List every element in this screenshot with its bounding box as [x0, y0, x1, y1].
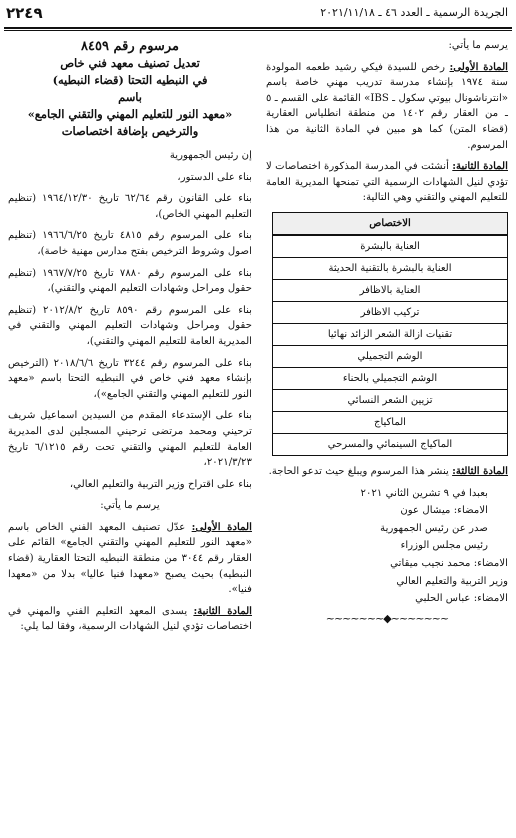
signature-minister-title: وزير التربية والتعليم العالي — [396, 575, 508, 587]
preamble-clause: بناء على القانون رقم ٦٢/٦٤ تاريخ ١٩٦٤/١٢/٣٠ (تنظيم التعليم المهني الخاص)، — [8, 193, 253, 220]
article-1 — [8, 520, 252, 598]
article-1-text: عدّل تصنيف المعهد الفني الخاص باسم «معهد النور للتعليم المهني والتقني الجامع» القائم على العقار رقم ٣٠٤٤ من منطقة النبطيه التحتا العقارية (قضاء النبطيه) بحيث يصبح «معهدا فنيا عاليا» بدلا من «معهدا فنيا». — [8, 521, 252, 596]
article-1-text: رخص للسيدة فيكي رشيد طعمه المولودة سنة ١٩٧٤ بإنشاء مدرسة تدريب مهني خاصة باسم «انترناشونال بيوتي سكول ـ IBS» القائمة على القسم ـ ٥ ـ من العقار رقم ١٤٠٢ من منطقة انطلياس العقارية (قضاء المتن) كما هو مبين في المادة الثانية من هذا المرسوم. — [266, 61, 509, 151]
decree-title — [8, 38, 252, 140]
article-3-text: ينشر هذا المرسوم ويبلغ حيث تدعو الحاجة. — [268, 465, 449, 477]
article-2-text: يسدى المعهد التعليم الفني والمهني في اختصاصات تؤدي لنيل الشهادات الرسمية، وفقا لما يلي: — [8, 605, 252, 633]
left-column — [8, 38, 252, 641]
gazette-issue-line: الجريدة الرسمية ـ العدد ٤٦ ـ ٢٠٢١/١١/١٨ — [320, 6, 508, 19]
article-2 — [266, 159, 508, 206]
table-row: العناية بالبشرة — [273, 235, 507, 257]
preamble-clause: بناء على المرسوم رقم ٨٥٩٠ تاريخ ٢٠١٢/٨/٢ (تنظيم حقول ومراحل وشهادات التعليم المهني والتقني في المديرية العامة للتعليم المهني والتقني)، — [8, 304, 252, 347]
article-2-label: المادة الثانية: — [193, 604, 253, 617]
signature-pm: الامضاء: محمد نجيب ميقاتي — [390, 557, 508, 569]
article-2-label: المادة الثانية: — [452, 160, 508, 173]
preamble-clause: بناء على المرسوم رقم ٣٢٤٤ تاريخ ٢٠١٨/٦/٦ (الترخيص بإنشاء معهد فني خاص في النبطيه التحتا باسم «معهد النور للتعليم المهني والتقني الجامع»)، — [8, 357, 252, 400]
end-ornament: ~~~~~~~◆~~~~~~~ — [325, 611, 449, 625]
table-row: الوشم التجميلي بالحناء — [273, 367, 507, 389]
decree-title-line: تعديل تصنيف معهد فني خاص — [60, 56, 200, 70]
decree-intro: يرسم ما يأتي: — [100, 500, 160, 512]
preamble-clause: بناء على المرسوم رقم ٤٨١٥ تاريخ ١٩٦٦/٦/٢٥ (تنظيم اصول وشروط الترخيص بفتح مدارس مهنية خاصة)، — [8, 230, 252, 257]
article-1-label: المادة الأولى: — [191, 520, 252, 533]
table-row: الماكياج — [273, 411, 507, 433]
article-3-label: المادة الثالثة: — [452, 464, 508, 477]
header-rule — [4, 27, 512, 29]
preamble-clause: بناء على اقتراح وزير التربية والتعليم العالي، — [69, 478, 252, 490]
signature-president: الامضاء: ميشال عون — [400, 505, 488, 517]
header-rule-thin — [4, 30, 512, 31]
decree-title-line: باسم — [118, 90, 142, 104]
table-row: العناية بالبشرة بالتقنية الحديثة — [273, 257, 507, 279]
preamble-president: إن رئيس الجمهورية — [169, 150, 252, 161]
decree-title-line: «معهد النور للتعليم المهني والتقني الجامع» — [27, 107, 233, 121]
table-row: تزيين الشعر النسائي — [273, 389, 507, 411]
signature-minister: الامضاء: عباس الحلبي — [415, 593, 508, 605]
article-2 — [8, 604, 252, 635]
signature-place-date: بعبدا في ٩ تشرين الثاني ٢٠٢١ — [360, 487, 488, 499]
article-3 — [266, 464, 508, 480]
preamble-clause: بناء على الإستدعاء المقدم من السيدين اسماعيل شريف ترحيني ومحمد مرتضى ترحيني المسجلين لدى المديرية العامة للتعليم المهني والتقني تحت رقم ٦/١٢١٥ تاريخ ٢٠٢١/٣/٢٣، — [8, 410, 252, 469]
signature-issued-by: صدر عن رئيس الجمهورية — [380, 522, 488, 534]
preamble-clause: بناء على الدستور، — [177, 171, 252, 183]
table-row: تركيب الاظافر — [273, 301, 507, 323]
article-1-label: المادة الأولى: — [449, 60, 508, 73]
decree-number: مرسوم رقم ٨٤٥٩ — [81, 39, 179, 54]
preamble-clause: بناء على المرسوم رقم ٧٨٨٠ تاريخ ١٩٦٧/٧/٢٥ (تنظيم حقول ومراحل وشهادات التعليم المهني والتقني)، — [8, 267, 252, 295]
decree-title-line: والترخيص بإضافة اختصاصات — [61, 124, 199, 138]
right-column — [266, 38, 508, 626]
article-1 — [266, 60, 508, 154]
table-header: الاختصاص — [273, 213, 507, 235]
signature-pm-title: رئيس مجلس الوزراء — [400, 540, 488, 552]
decree-title-line: في النبطيه التحتا (قضاء النبطيه) — [52, 73, 208, 87]
specialties-table — [272, 212, 508, 456]
table-row: الماكياج السينمائي والمسرحي — [273, 433, 507, 455]
article-2-text: أنشئت في المدرسة المذكورة اختصاصات لا تؤدي لنيل الشهادات الرسمية التي تمنحها المديرية العامة للتعليم المهني والتقني وهي التالية: — [266, 161, 508, 204]
table-row: العناية بالاظافر — [273, 279, 507, 301]
table-row: تقنيات ازالة الشعر الزائد نهائيا — [273, 323, 507, 345]
table-row: الوشم التجميلي — [273, 345, 507, 367]
decree-intro: يرسم ما يأتي: — [448, 40, 508, 51]
page-number: ٢٢٤٩ — [6, 4, 43, 22]
